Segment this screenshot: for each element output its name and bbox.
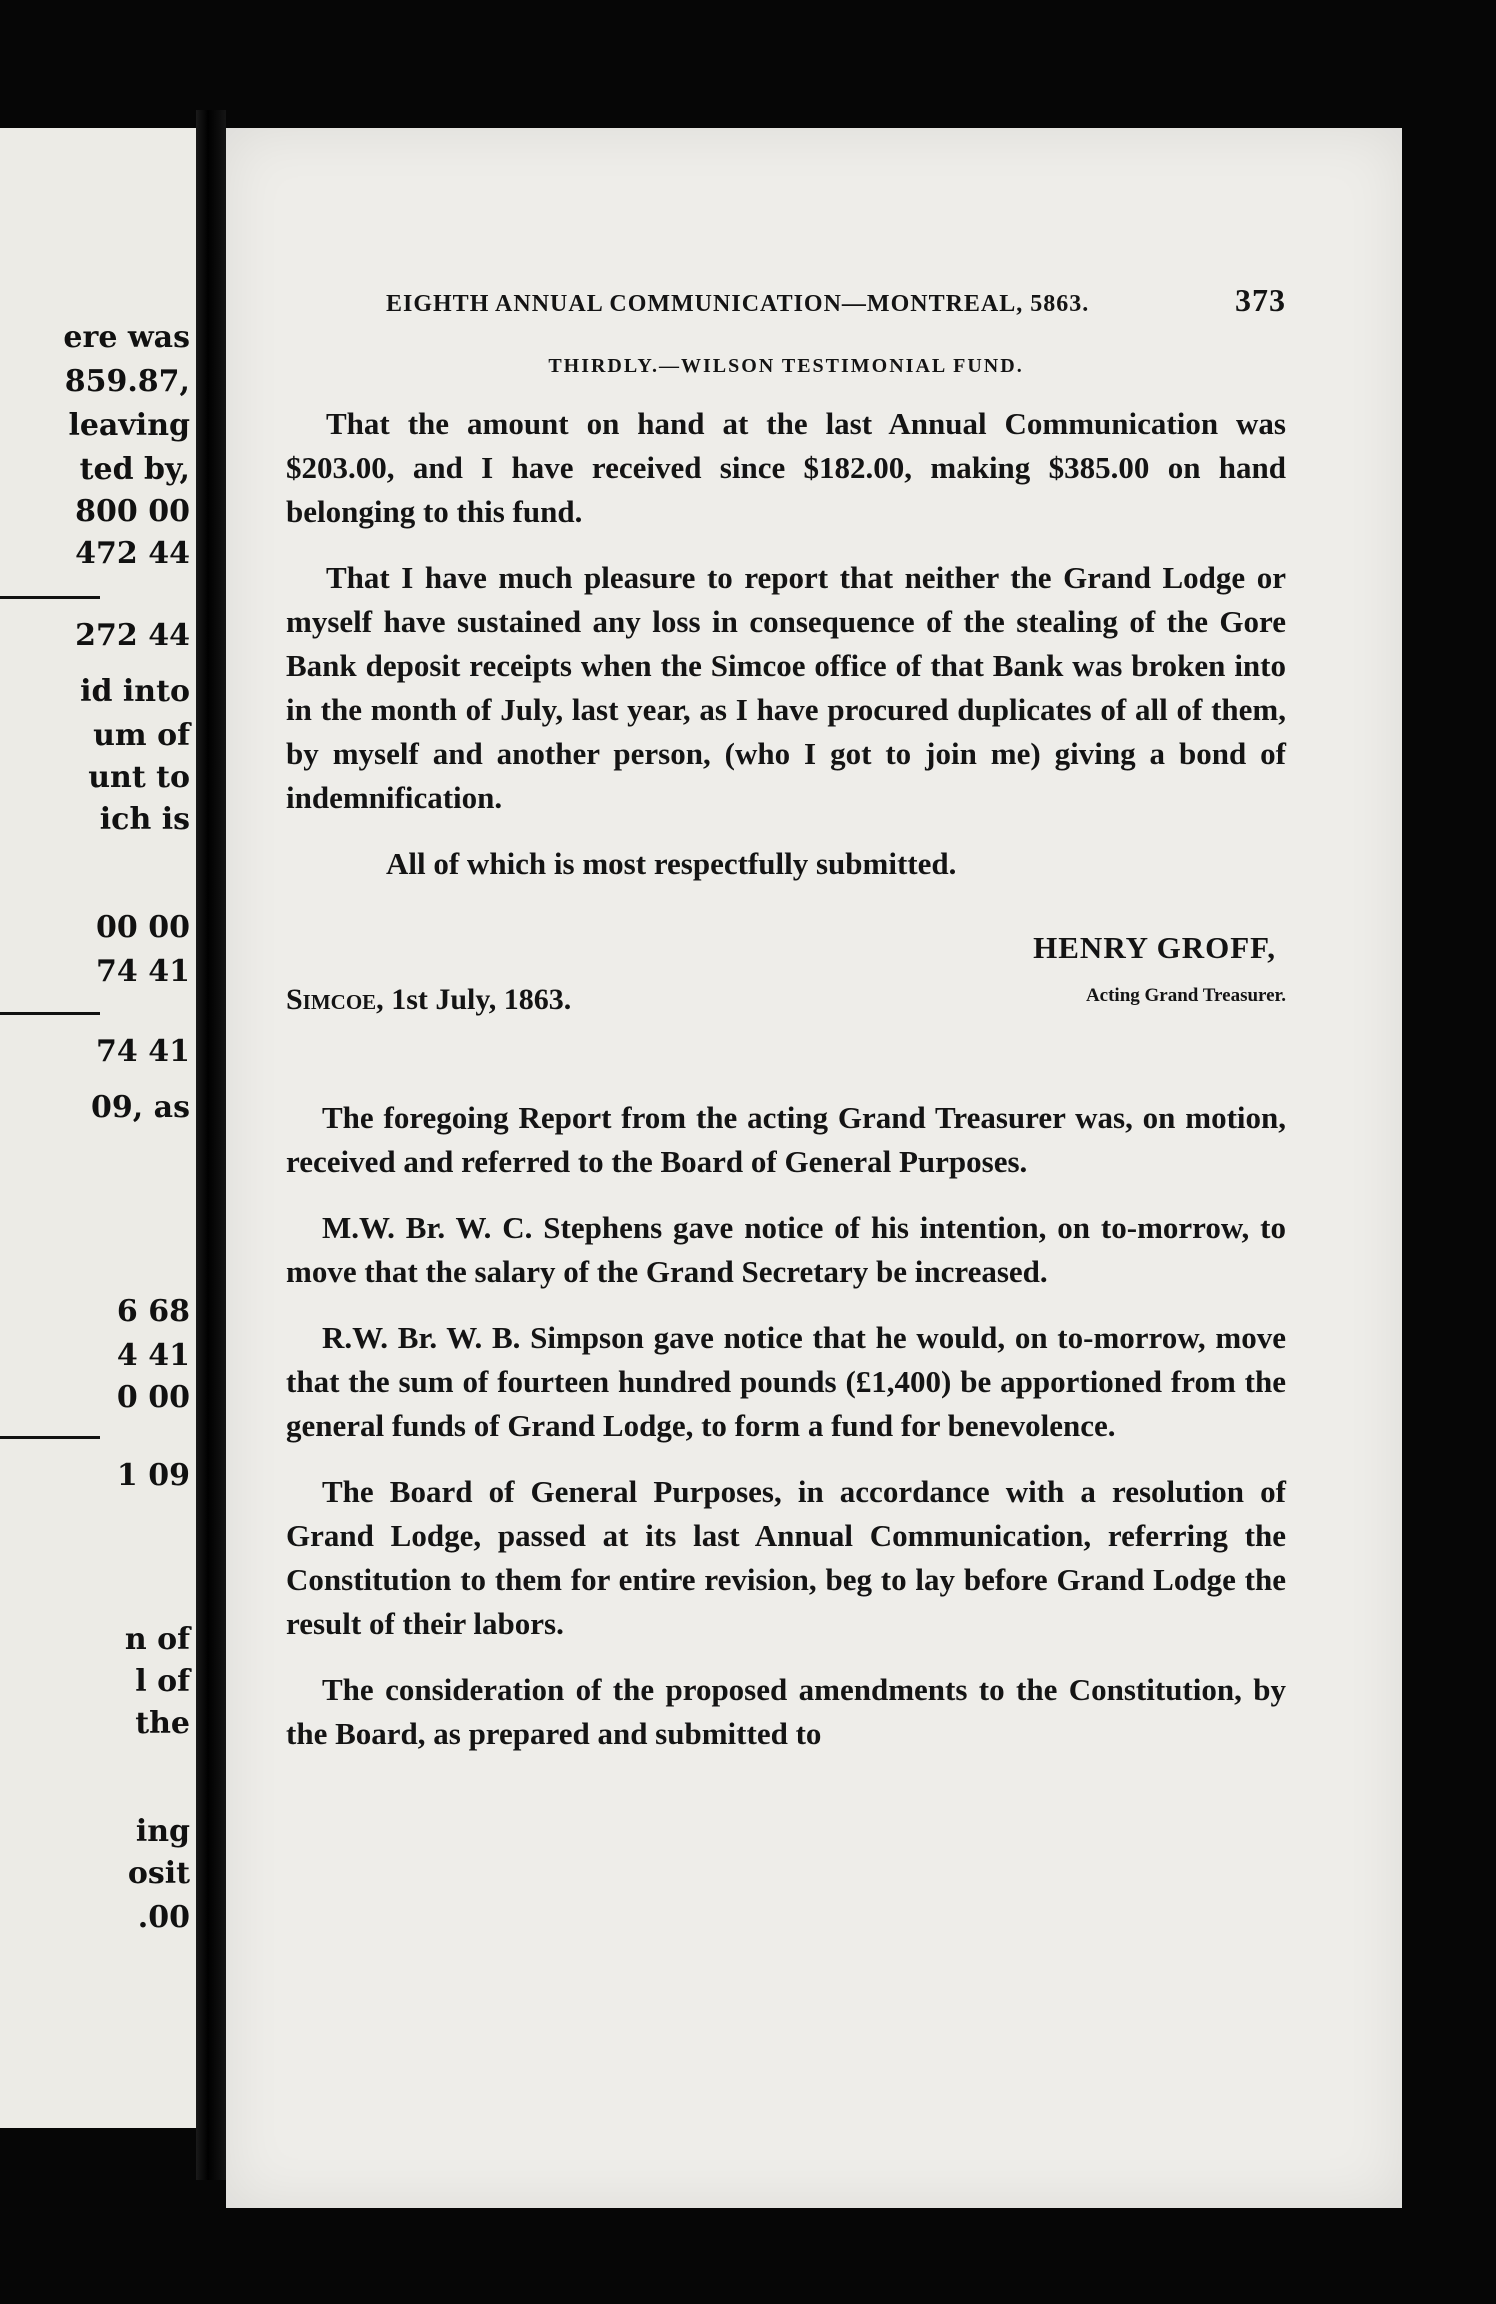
minutes-paragraph: The Board of General Purposes, in accordance with a resolution of Grand Lodge, passed at its last Annual Communication, referring the Constitution to them for entire revision, beg to lay before Grand Lodge the result of their labors. — [286, 1474, 1286, 1641]
left-fragment: 0 00 — [116, 1380, 190, 1415]
left-fragment: ere was — [63, 320, 190, 355]
left-rule — [0, 1436, 100, 1439]
left-fragment: 472 44 — [75, 536, 190, 571]
page-number: 373 — [1235, 282, 1286, 318]
left-fragment: 272 44 — [75, 618, 190, 653]
minutes-paragraph: The consideration of the proposed amendments to the Constitution, by the Board, as prepared and submitted to — [286, 1672, 1286, 1751]
left-rule — [0, 596, 100, 599]
left-fragment: ich is — [99, 802, 190, 837]
signatory-title: Acting Grand Treasurer. — [1085, 985, 1286, 1006]
left-fragment: 4 41 — [116, 1338, 190, 1373]
minutes-paragraph: M.W. Br. W. C. Stephens gave notice of his intention, on to-morrow, to move that the salary of the Grand Secretary be increased. — [286, 1210, 1286, 1289]
book-gutter — [196, 110, 226, 2180]
left-fragment: 6 68 — [116, 1294, 190, 1329]
signature-place-date — [286, 978, 571, 1022]
report-paragraph: That the amount on hand at the last Annual Communication was $203.00, and I have received since $182.00, making $385.00 on hand belonging to this fund. — [286, 406, 1286, 529]
left-fragment: ing — [135, 1814, 190, 1849]
minutes-paragraph: R.W. Br. W. B. Simpson gave notice that he would, on to-morrow, move that the sum of fourteen hundred pounds (£1,400) be apportioned from the general funds of Grand Lodge, to form a fund for benevolence. — [286, 1320, 1286, 1443]
left-fragment: 00 00 — [96, 910, 190, 945]
left-fragment: .00 — [137, 1900, 190, 1935]
running-header — [386, 278, 1286, 326]
left-fragment: unt to — [88, 760, 190, 795]
facing-page-fragment — [0, 128, 198, 2128]
page-content — [286, 278, 1286, 1778]
signatory-name: HENRY GROFF, — [1033, 930, 1276, 965]
running-title: EIGHTH ANNUAL COMMUNICATION—MONTREAL, 5863. — [386, 291, 1090, 317]
left-fragment: 1 09 — [116, 1458, 190, 1493]
left-fragment: the — [135, 1706, 190, 1741]
left-fragment: 800 00 — [75, 494, 190, 529]
closing-line: All of which is most respectfully submitted. — [386, 846, 957, 881]
left-fragment: 859.87, — [64, 364, 190, 399]
left-fragment: 74 41 — [96, 1034, 190, 1069]
report-paragraph: That I have much pleasure to report that neither the Grand Lodge or myself have sustained any loss in consequence of the stealing of the Gore Bank deposit receipts when the Simcoe office of that Bank was broken into in the month of July, last year, as I have procured duplicates of all of them, by myself and another person, (who I got to join me) giving a bond of indemnification. — [286, 560, 1286, 815]
minutes-text — [286, 1096, 1286, 1756]
left-rule — [0, 1012, 100, 1015]
left-fragment: 74 41 — [96, 954, 190, 989]
signature-block — [286, 916, 1286, 1026]
left-fragment: id into — [80, 674, 190, 709]
minutes-paragraph: The foregoing Report from the acting Grand Treasurer was, on motion, received and referred to the Board of General Purposes. — [286, 1100, 1286, 1179]
left-fragment: um of — [93, 718, 190, 753]
signature-date: 1st July, 1863. — [391, 983, 572, 1016]
left-fragment: ted by, — [79, 452, 190, 487]
left-fragment: osit — [127, 1856, 190, 1891]
left-fragment: n of — [124, 1622, 190, 1657]
section-title: THIRDLY.—WILSON TESTIMONIAL FUND. — [548, 355, 1024, 377]
left-fragment: 09, as — [91, 1090, 190, 1125]
place-name: Simcoe, — [286, 983, 384, 1016]
left-fragment: leaving — [68, 408, 190, 443]
page — [226, 128, 1402, 2208]
left-fragment: l of — [135, 1664, 190, 1699]
